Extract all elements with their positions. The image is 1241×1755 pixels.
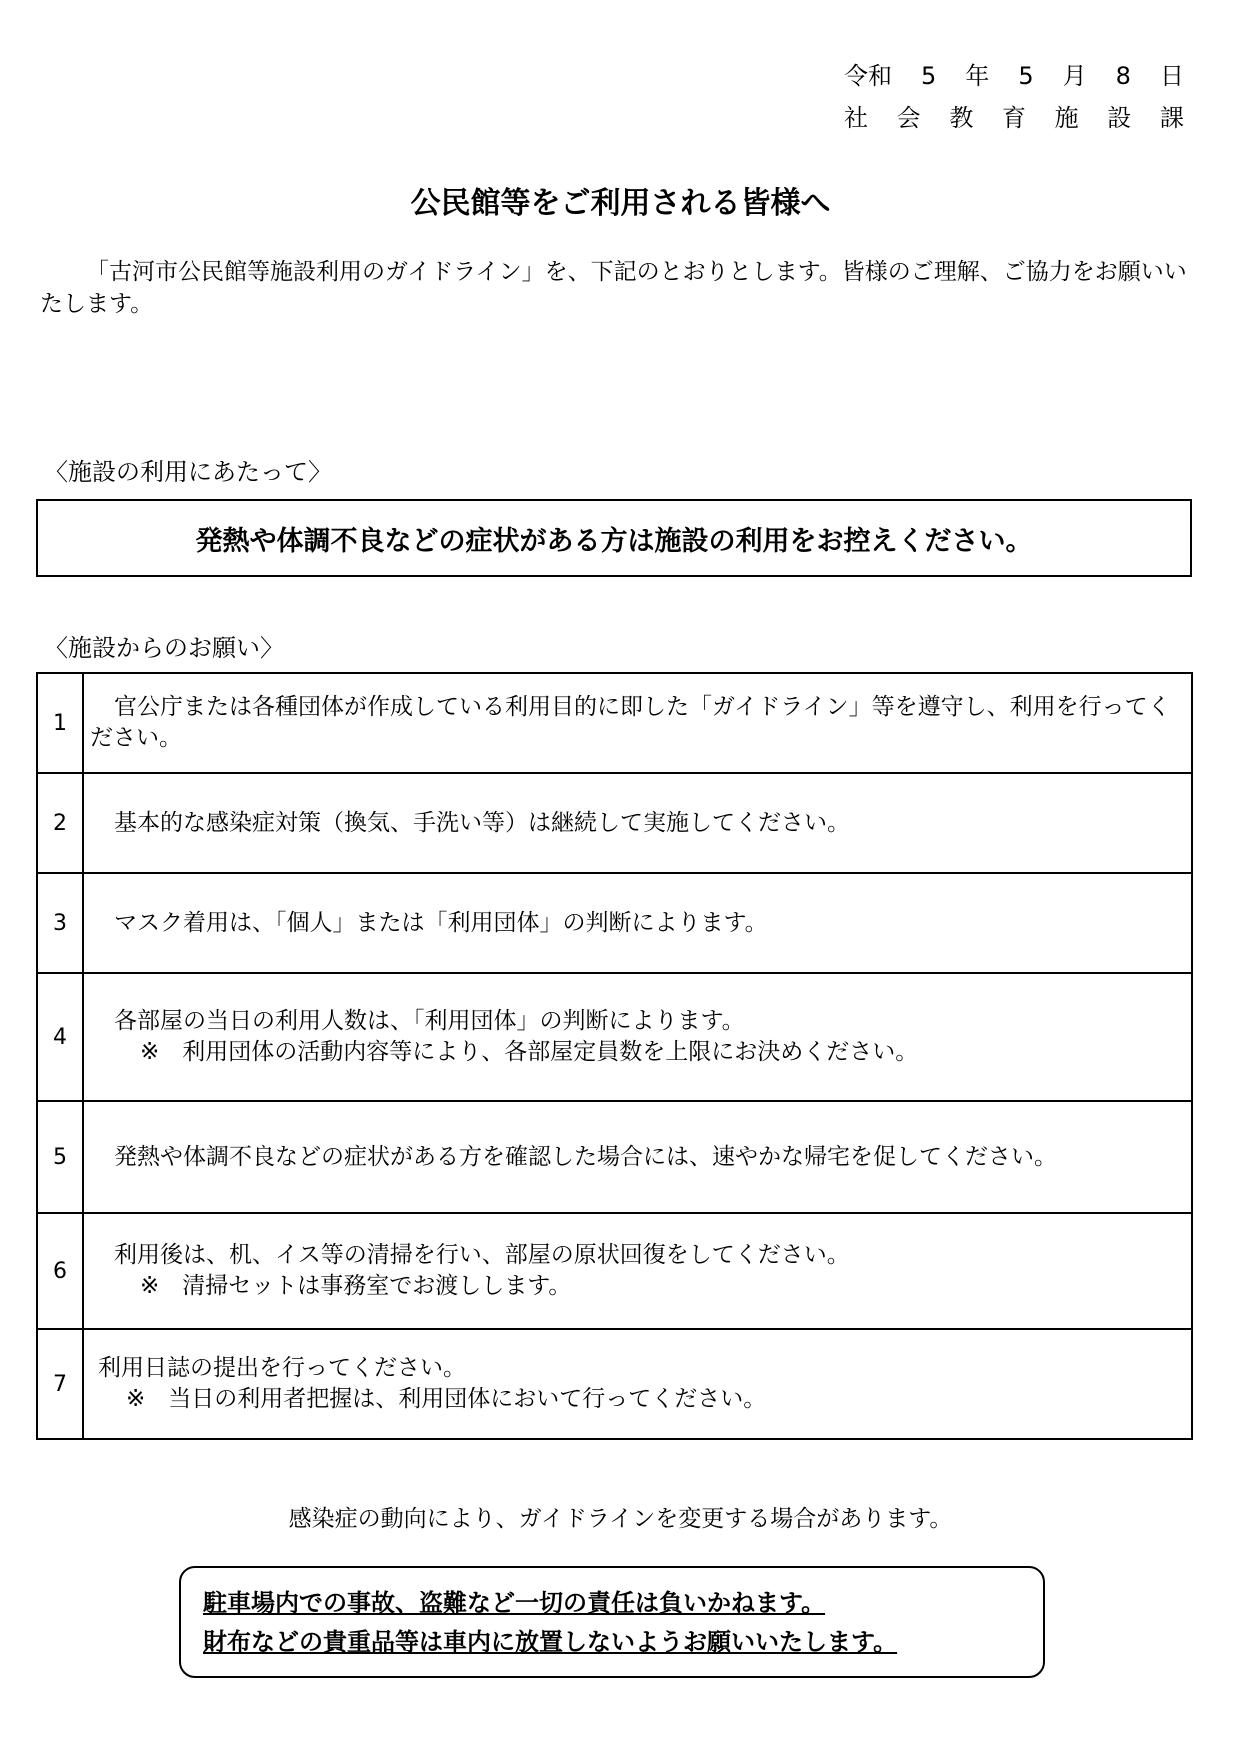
request-note: ※ 清掃セットは事務室でお渡しします。 — [140, 1273, 572, 1299]
year-unit: 年 — [965, 62, 990, 90]
dept-char: 課 — [1159, 104, 1184, 132]
request-text: 官公庁または各種団体が作成している利用目的に即した「ガイドライン」等を遵守し、利用を行ってください。 — [90, 694, 1171, 751]
table-row — [37, 673, 1192, 773]
dept-char: 設 — [1107, 104, 1132, 132]
requests-table — [36, 672, 1193, 1440]
request-text: 各部屋の当日の利用人数は、「利用団体」の判断によります。 — [114, 1008, 745, 1034]
dept-char: 教 — [949, 104, 974, 132]
issue-date — [844, 55, 1184, 97]
request-text: 基本的な感染症対策（換気、手洗い等）は継続して実施してください。 — [114, 809, 850, 836]
row-text — [83, 1213, 1192, 1329]
usage-section-heading: 〈施設の利用にあたって〉 — [44, 458, 332, 486]
symptom-notice-text: 発熱や体調不良などの症状がある方は施設の利用をお控えください。 — [195, 525, 1033, 557]
row-number: 1 — [37, 673, 83, 773]
intro-paragraph: 「古河市公民館等施設利用のガイドライン」を、下記のとおりとします。皆様のご理解、ご協力をお願いいたします。 — [40, 259, 1187, 317]
row-number: 2 — [37, 773, 83, 873]
row-text — [83, 1101, 1192, 1213]
row-text — [83, 1329, 1192, 1439]
request-text: 利用日誌の提出を行ってください。 — [98, 1355, 466, 1381]
page-title: 公民館等をご利用される皆様へ — [410, 186, 831, 221]
row-text — [83, 973, 1192, 1101]
row-number: 4 — [37, 973, 83, 1101]
day-unit: 日 — [1159, 62, 1184, 90]
department-name — [844, 97, 1184, 139]
row-number: 5 — [37, 1101, 83, 1213]
symptom-notice-box — [36, 499, 1192, 577]
month-unit: 月 — [1062, 62, 1087, 90]
request-note: ※ 利用団体の活動内容等により、各部屋定員数を上限にお決めください。 — [140, 1039, 919, 1065]
table-row — [37, 1329, 1192, 1439]
dept-char: 育 — [1001, 104, 1026, 132]
row-number: 6 — [37, 1213, 83, 1329]
dept-char: 社 — [844, 104, 868, 132]
dept-char: 会 — [896, 104, 921, 132]
dept-char: 施 — [1054, 104, 1079, 132]
month-value: 5 — [1018, 62, 1034, 90]
guideline-change-note: 感染症の動向により、ガイドラインを変更する場合があります。 — [288, 1506, 953, 1532]
request-note: ※ 当日の利用者把握は、利用団体において行ってください。 — [126, 1386, 767, 1412]
table-row — [37, 1101, 1192, 1213]
request-text: マスク着用は、「個人」または「利用団体」の判断によります。 — [114, 909, 768, 936]
year-value: 5 — [921, 62, 937, 90]
day-value: 8 — [1115, 62, 1131, 90]
row-text — [83, 873, 1192, 973]
table-row — [37, 873, 1192, 973]
table-row — [37, 773, 1192, 873]
row-text — [83, 673, 1192, 773]
row-number: 7 — [37, 1329, 83, 1439]
request-text: 発熱や体調不良などの症状がある方を確認した場合には、速やかな帰宅を促してください。 — [114, 1143, 1057, 1170]
valuables-warning-line: 財布などの貴重品等は車内に放置しないようお願いいたします。 — [203, 1628, 898, 1656]
row-number: 3 — [37, 873, 83, 973]
row-text — [83, 773, 1192, 873]
header-block — [844, 55, 1184, 139]
request-text: 利用後は、机、イス等の清掃を行い、部屋の原状回復をしてください。 — [114, 1242, 850, 1268]
table-row — [37, 1213, 1192, 1329]
requests-section-heading: 〈施設からのお願い〉 — [44, 634, 284, 662]
table-row — [37, 973, 1192, 1101]
parking-warning-box — [179, 1566, 1045, 1678]
parking-warning-line: 駐車場内での事故、盗難など一切の責任は負いかねます。 — [203, 1589, 826, 1617]
era-name: 令和 — [844, 62, 892, 90]
